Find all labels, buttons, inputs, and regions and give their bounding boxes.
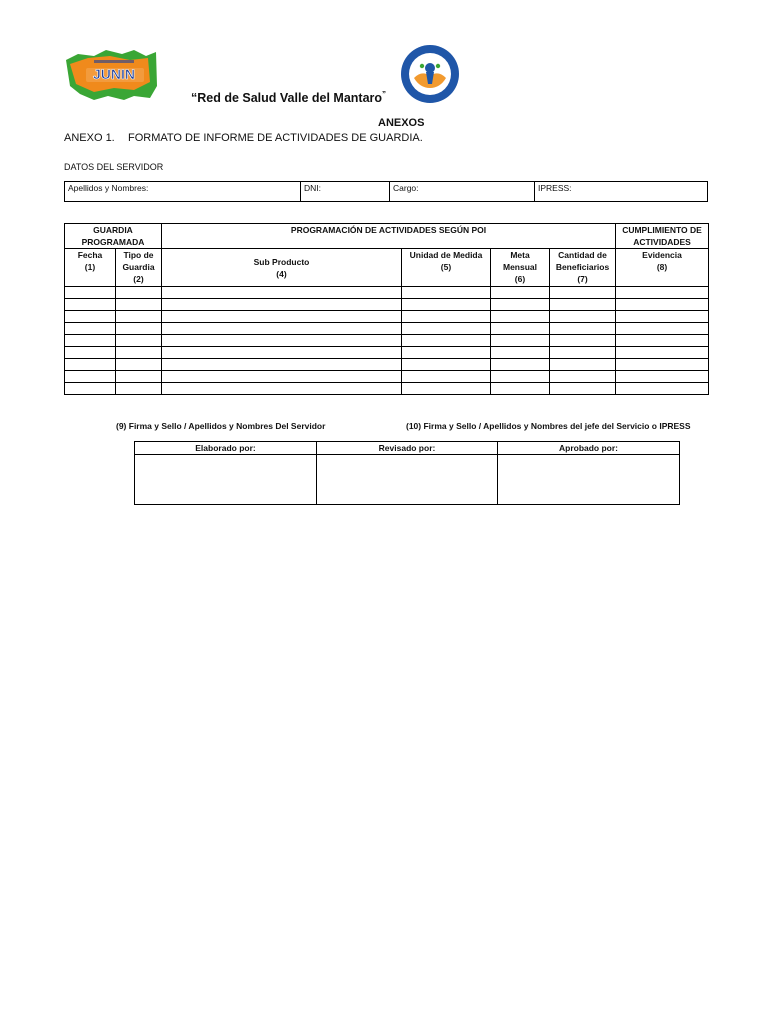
- dni-label: DNI:: [304, 183, 321, 193]
- revisado-header: Revisado por:: [317, 442, 498, 455]
- header-title-quote: ”: [382, 90, 387, 99]
- cell-sub-producto[interactable]: [162, 287, 402, 299]
- cumplimiento-header: [616, 224, 709, 249]
- col-meta-mensual: [491, 249, 550, 287]
- anexos-heading: ANEXOS: [378, 117, 425, 129]
- table-row: [65, 359, 709, 371]
- cell-tipo[interactable]: [116, 299, 162, 311]
- cell-fecha[interactable]: [65, 299, 116, 311]
- cell-evidencia[interactable]: [616, 359, 709, 371]
- cell-sub-producto[interactable]: [162, 359, 402, 371]
- cell-fecha[interactable]: [65, 311, 116, 323]
- col-cantidad-beneficiarios: [550, 249, 616, 287]
- firma-servidor-label: (9) Firma y Sello / Apellidos y Nombres Del Servidor: [116, 421, 326, 431]
- svg-text:JUNIN: JUNIN: [92, 66, 136, 82]
- cell-cantidad[interactable]: [550, 371, 616, 383]
- cell-tipo[interactable]: [116, 323, 162, 335]
- cell-fecha[interactable]: [65, 383, 116, 395]
- junin-region-icon: [64, 46, 158, 102]
- cell-evidencia[interactable]: [616, 299, 709, 311]
- col-tipo-guardia: [116, 249, 162, 287]
- cell-tipo[interactable]: [116, 335, 162, 347]
- cell-cantidad[interactable]: [550, 287, 616, 299]
- cell-tipo[interactable]: [116, 383, 162, 395]
- dni-field[interactable]: [301, 182, 390, 202]
- col-unidad-medida: [402, 249, 491, 287]
- cell-tipo[interactable]: [116, 311, 162, 323]
- anexo-title: FORMATO DE INFORME DE ACTIVIDADES DE GUARDIA.: [128, 132, 423, 144]
- cell-tipo[interactable]: [116, 359, 162, 371]
- elaborado-signature-box[interactable]: [135, 455, 317, 505]
- cell-evidencia[interactable]: [616, 335, 709, 347]
- cell-fecha[interactable]: [65, 323, 116, 335]
- header-title-text: “Red de Salud Valle del Mantaro: [191, 91, 383, 106]
- cell-unidad[interactable]: [402, 299, 491, 311]
- cell-sub-producto[interactable]: [162, 311, 402, 323]
- cell-tipo[interactable]: [116, 347, 162, 359]
- cell-tipo[interactable]: [116, 371, 162, 383]
- servidor-table: [64, 181, 708, 202]
- cell-meta[interactable]: [491, 371, 550, 383]
- col-cant-line1: Cantidad de: [558, 250, 607, 260]
- cell-sub-producto[interactable]: [162, 299, 402, 311]
- cell-cantidad[interactable]: [550, 359, 616, 371]
- cell-meta[interactable]: [491, 383, 550, 395]
- cell-unidad[interactable]: [402, 323, 491, 335]
- programacion-header: [162, 224, 616, 249]
- cell-fecha[interactable]: [65, 347, 116, 359]
- cell-cantidad[interactable]: [550, 299, 616, 311]
- col-tipo-line2: Guardia: [122, 262, 155, 272]
- cell-evidencia[interactable]: [616, 311, 709, 323]
- ipress-label: IPRESS:: [538, 183, 572, 193]
- cell-evidencia[interactable]: [616, 383, 709, 395]
- cell-fecha[interactable]: [65, 371, 116, 383]
- anexo-number: ANEXO 1.: [64, 132, 115, 144]
- col-tipo-line1: Tipo de: [123, 250, 154, 260]
- cell-evidencia[interactable]: [616, 287, 709, 299]
- col-unidad-line2: (5): [440, 262, 452, 272]
- col-meta-line3: (6): [514, 274, 526, 284]
- cell-unidad[interactable]: [402, 347, 491, 359]
- cargo-field[interactable]: [390, 182, 535, 202]
- cell-evidencia[interactable]: [616, 347, 709, 359]
- col-cant-line2: Beneficiarios: [555, 262, 610, 272]
- cell-cantidad[interactable]: [550, 323, 616, 335]
- cell-cantidad[interactable]: [550, 335, 616, 347]
- aprobado-header: Aprobado por:: [498, 442, 680, 455]
- cell-meta[interactable]: [491, 323, 550, 335]
- col-tipo-line3: (2): [133, 274, 144, 284]
- red-de-salud-seal-icon: [400, 44, 460, 104]
- cumplimiento-header-line1: CUMPLIMIENTO DE: [622, 225, 702, 235]
- cell-unidad[interactable]: [402, 311, 491, 323]
- firma-jefe-label: (10) Firma y Sello / Apellidos y Nombres del jefe del Servicio o IPRESS: [406, 421, 691, 431]
- col-unidad-line1: Unidad de Medida: [409, 250, 483, 260]
- table-row: [65, 287, 709, 299]
- table-row: [65, 371, 709, 383]
- cell-meta[interactable]: [491, 347, 550, 359]
- cell-fecha[interactable]: [65, 335, 116, 347]
- cell-unidad[interactable]: [402, 383, 491, 395]
- cell-cantidad[interactable]: [550, 347, 616, 359]
- cell-evidencia[interactable]: [616, 371, 709, 383]
- cell-cantidad[interactable]: [550, 383, 616, 395]
- table-row: [65, 347, 709, 359]
- revisado-signature-box[interactable]: [317, 455, 498, 505]
- cell-fecha[interactable]: [65, 359, 116, 371]
- actividades-table: [64, 223, 709, 395]
- col-evid-line2: (8): [656, 262, 668, 272]
- col-fecha-line1: Fecha: [77, 250, 103, 260]
- cell-meta[interactable]: [491, 287, 550, 299]
- guardia-header-line2: PROGRAMADA: [81, 237, 145, 247]
- cumplimiento-header-line2: ACTIVIDADES: [633, 237, 691, 247]
- cell-evidencia[interactable]: [616, 323, 709, 335]
- elaborado-header: Elaborado por:: [135, 442, 317, 455]
- cell-unidad[interactable]: [402, 359, 491, 371]
- junin-logo: [64, 46, 158, 102]
- col-evid-line1: Evidencia: [642, 250, 682, 260]
- col-sub-producto: [162, 249, 402, 287]
- cell-unidad[interactable]: [402, 287, 491, 299]
- cell-sub-producto[interactable]: [162, 323, 402, 335]
- nombres-field[interactable]: [65, 182, 301, 202]
- col-sub-line2: (4): [276, 268, 287, 279]
- anexo-title-line: [64, 132, 423, 144]
- col-sub-line1: Sub Producto: [253, 256, 310, 267]
- guardia-header-line1: GUARDIA: [93, 225, 133, 235]
- aprobacion-table: [134, 441, 680, 505]
- col-fecha-line2: (1): [84, 262, 96, 272]
- col-meta-line2: Mensual: [502, 262, 537, 272]
- table-row: [65, 323, 709, 335]
- datos-servidor-label: DATOS DEL SERVIDOR: [64, 162, 164, 172]
- cell-meta[interactable]: [491, 359, 550, 371]
- cell-meta[interactable]: [491, 299, 550, 311]
- cell-meta[interactable]: [491, 335, 550, 347]
- programacion-header-text: PROGRAMACIÓN DE ACTIVIDADES SEGÚN POI: [290, 225, 487, 235]
- cell-sub-producto[interactable]: [162, 335, 402, 347]
- ipress-field[interactable]: [535, 182, 708, 202]
- cell-sub-producto[interactable]: [162, 347, 402, 359]
- cell-unidad[interactable]: [402, 335, 491, 347]
- col-fecha: [65, 249, 116, 287]
- cell-tipo[interactable]: [116, 287, 162, 299]
- col-meta-line1: Meta: [510, 250, 530, 260]
- aprobado-signature-box[interactable]: [498, 455, 680, 505]
- guardia-programada-header: [65, 224, 162, 249]
- cell-cantidad[interactable]: [550, 311, 616, 323]
- red-de-salud-logo: [400, 44, 460, 104]
- header-title: [191, 90, 386, 105]
- cell-meta[interactable]: [491, 311, 550, 323]
- cell-fecha[interactable]: [65, 287, 116, 299]
- table-row: [65, 311, 709, 323]
- cell-unidad[interactable]: [402, 371, 491, 383]
- cell-sub-producto[interactable]: [162, 371, 402, 383]
- table-row: [65, 383, 709, 395]
- col-cant-line3: (7): [577, 274, 588, 284]
- table-row: [65, 299, 709, 311]
- cargo-label: Cargo:: [393, 183, 419, 193]
- cell-sub-producto[interactable]: [162, 383, 402, 395]
- nombres-label: Apellidos y Nombres:: [68, 183, 149, 193]
- table-row: [65, 335, 709, 347]
- col-evidencia: [616, 249, 709, 287]
